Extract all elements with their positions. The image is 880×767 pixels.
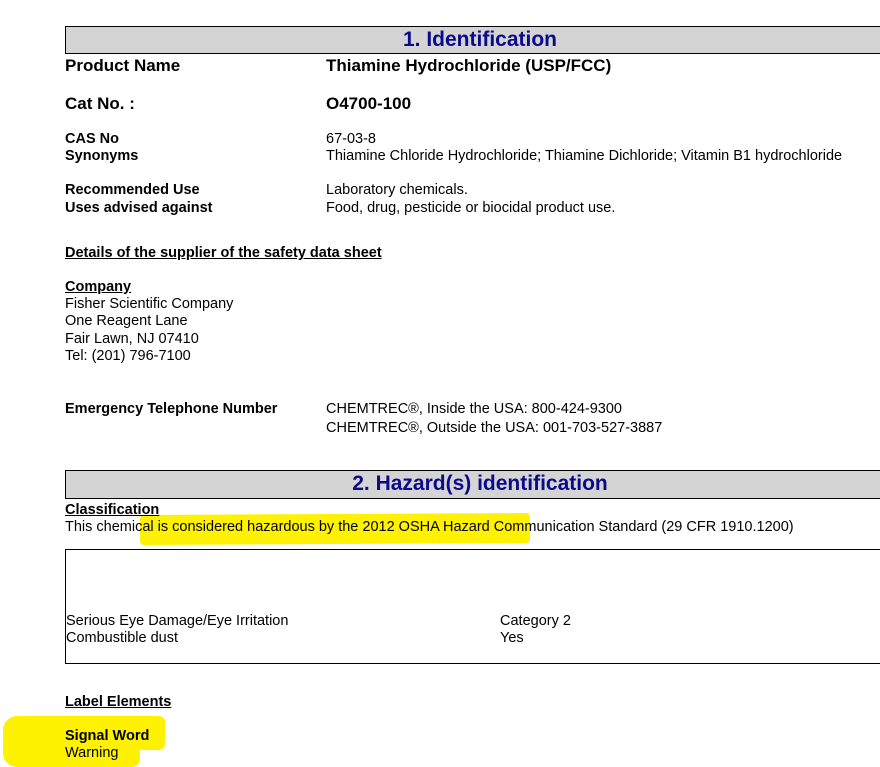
company-line-1: Fisher Scientific Company — [65, 296, 234, 312]
emergency-line-2: CHEMTREC®, Outside the USA: 001-703-527-3887 — [326, 420, 663, 436]
product-name-value: Thiamine Hydrochloride (USP/FCC) — [326, 56, 612, 75]
emergency-line-1: CHEMTREC®, Inside the USA: 800-424-9300 — [326, 401, 622, 417]
company-line-3: Fair Lawn, NJ 07410 — [65, 331, 199, 347]
synonyms-label: Synonyms — [65, 148, 139, 164]
supplier-heading: Details of the supplier of the safety data sheet — [65, 245, 382, 261]
cas-label: CAS No — [65, 131, 119, 147]
cat-no-value: O4700-100 — [326, 94, 412, 113]
recommended-use-label: Recommended Use — [65, 182, 200, 198]
company-line-4: Tel: (201) 796-7100 — [65, 348, 191, 364]
uses-against-value: Food, drug, pesticide or biocidal product use. — [326, 200, 616, 216]
company-heading: Company — [65, 279, 132, 295]
classification-box — [65, 549, 880, 664]
synonyms-value: Thiamine Chloride Hydrochloride; Thiamine Dichloride; Vitamin B1 hydrochloride — [326, 148, 843, 164]
recommended-use-value: Laboratory chemicals. — [326, 182, 468, 198]
hazard-category-1: Category 2 — [500, 613, 571, 629]
section-1-title: 1. Identification — [402, 28, 557, 51]
section-1-header — [65, 26, 880, 54]
section-2-header — [65, 470, 880, 499]
classification-heading: Classification — [65, 502, 160, 518]
signal-word-label: Signal Word — [65, 728, 150, 744]
emergency-label: Emergency Telephone Number — [65, 401, 278, 417]
cat-no-label: Cat No. : — [65, 94, 135, 113]
hazard-name-2: Combustible dust — [66, 630, 179, 646]
classification-text: This chemical is considered hazardous by the 2012 OSHA Hazard Communication Standard (29 CFR 1910.1200) — [65, 519, 794, 535]
section-2-title: 2. Hazard(s) identification — [352, 472, 608, 495]
hazard-category-2: Yes — [500, 630, 524, 646]
uses-against-label: Uses advised against — [65, 200, 213, 216]
company-line-2: One Reagent Lane — [65, 313, 188, 329]
label-elements-heading: Label Elements — [65, 694, 172, 710]
product-name-label: Product Name — [65, 56, 181, 75]
hazard-name-1: Serious Eye Damage/Eye Irritation — [66, 613, 289, 629]
signal-word-value: Warning — [65, 745, 119, 761]
cas-value: 67-03-8 — [326, 131, 376, 147]
